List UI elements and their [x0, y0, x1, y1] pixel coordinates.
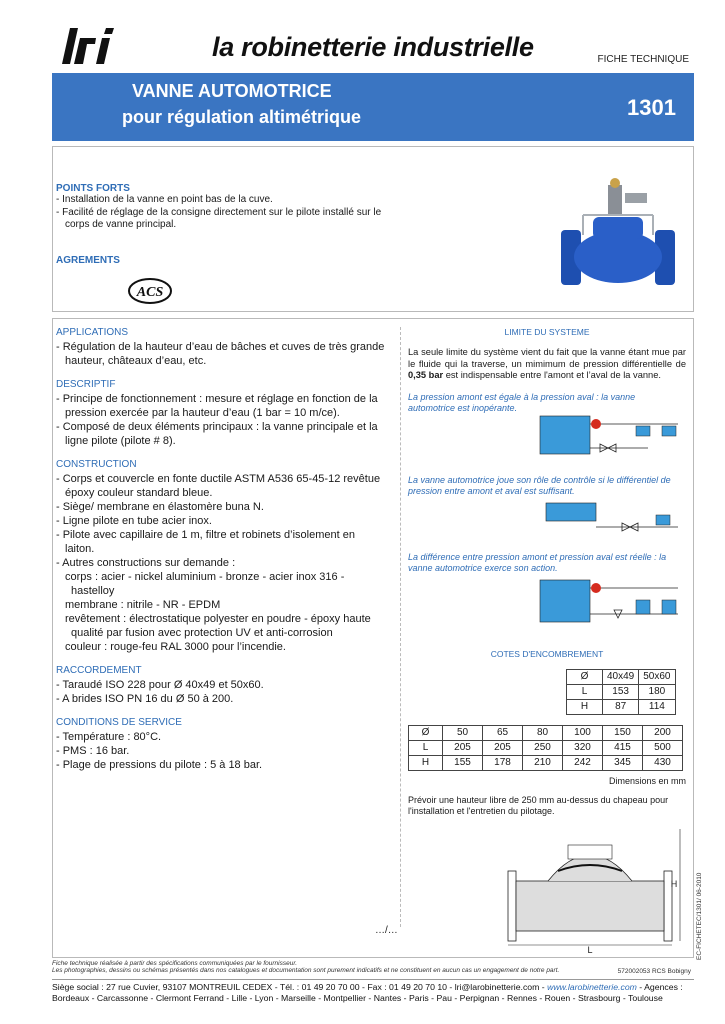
case1-diagram: [408, 414, 686, 464]
acs-logo-text: ACS: [136, 285, 164, 300]
table-cell: 205: [483, 740, 523, 755]
table-cell: 200: [643, 725, 683, 740]
descriptif-item: - Principe de fonctionnement : mesure et réglage en fonction de la pression exercée par la hauteur d’eau (1 bar = 10 m/ce).: [56, 393, 378, 419]
descriptif-section: [56, 379, 386, 448]
descriptif-title: DESCRIPTIF: [56, 379, 116, 390]
product-code: 1301: [627, 95, 676, 120]
agencies-line: Bordeaux - Carcassonne - Clermont Ferrand - Lille - Lyon - Marseille - Montpellier - Nantes - Paris - Pau - Perpignan - Rennes - Rouen - Strasbourg - Toulouse: [52, 993, 663, 1003]
product-title: VANNE AUTOMOTRICE: [132, 81, 332, 101]
limite-bold: 0,35 bar: [408, 370, 444, 380]
construction-sub: couleur : rouge-feu RAL 3000 pour l’incendie.: [65, 641, 286, 653]
table-cell: 210: [523, 755, 563, 770]
highlights-box: [52, 146, 694, 312]
table-cell: H: [409, 755, 443, 770]
table-cell: 345: [603, 755, 643, 770]
limite-text: [408, 347, 686, 382]
case1-text: La pression amont est égale à la pression aval : la vanne automotrice est inopérante.: [408, 391, 636, 413]
table-cell: 180: [639, 684, 675, 699]
website-link[interactable]: www.larobinetterie.com: [547, 982, 637, 992]
applications-title: APPLICATIONS: [56, 327, 129, 338]
conditions-section: [56, 717, 386, 772]
construction-item: - Siège/ membrane en élastomère buna N.: [56, 501, 264, 513]
raccordement-item: - A brides ISO PN 16 du Ø 50 à 200.: [56, 693, 234, 705]
table-row: [567, 684, 676, 699]
points-forts-item: - Installation de la vanne en point bas de la cuve.: [56, 194, 273, 205]
descriptif-item: - Composé de deux éléments principaux : la vanne principale et la ligne pilote (pilote # 8).: [56, 421, 378, 447]
raccordement-title: RACCORDEMENT: [56, 665, 142, 676]
table-cell: 80: [523, 725, 563, 740]
construction-item: - Autres constructions sur demande :: [56, 557, 236, 569]
table-cell: H: [567, 699, 603, 714]
raccordement-section: [56, 665, 386, 706]
construction-title: CONSTRUCTION: [56, 459, 137, 470]
drawing-l-label: L: [587, 945, 593, 953]
table-cell: 50: [443, 725, 483, 740]
dimensions-unit: Dimensions en mm: [608, 775, 686, 786]
acs-logo: [127, 277, 173, 305]
applications-section: [56, 327, 386, 368]
table-cell: 415: [603, 740, 643, 755]
conditions-title: CONDITIONS DE SERVICE: [56, 717, 182, 728]
limite-text-b: est indispensable entre l'amont et l’aval de la vanne.: [443, 370, 661, 380]
small-dimension-table: [566, 669, 676, 715]
table-cell: 430: [643, 755, 683, 770]
table-cell: 500: [643, 740, 683, 755]
table-cell: 153: [603, 684, 639, 699]
table-cell: 50x60: [639, 669, 675, 684]
case2-diagram: [408, 497, 686, 541]
agences-label: - Agences :: [636, 982, 683, 992]
valve-drawing: [408, 823, 686, 953]
right-column: [408, 325, 686, 958]
left-column: [56, 327, 386, 783]
table-row: [567, 699, 676, 714]
table-cell: 320: [563, 740, 603, 755]
table-cell: L: [567, 684, 603, 699]
table-cell: 178: [483, 755, 523, 770]
document-reference: EC-FICHETEC/1301/ 06-2010: [696, 872, 703, 960]
applications-item: - Régulation de la hauteur d’eau de bâches et cuves de très grande hauteur, châteaux d’eau, etc.: [56, 341, 385, 367]
head-office-line: [52, 982, 694, 992]
construction-section: [56, 459, 386, 654]
brand-name: la robinetterie industrielle: [212, 32, 534, 62]
drawing-h-label: H: [670, 879, 678, 889]
raccordement-item: - Taraudé ISO 228 pour Ø 40x49 et 50x60.: [56, 679, 264, 691]
product-subtitle: pour régulation altimétrique: [122, 107, 362, 127]
points-forts: [56, 183, 456, 232]
construction-item: - Ligne pilote en tube acier inox.: [56, 515, 212, 527]
footer-note-2: Les photographies, dessins ou schémas présentés dans nos catalogues et documentation sont purement indicatifs et ne constituent en aucun cas un engagement de notre part.: [52, 967, 560, 974]
table-row: [409, 725, 683, 740]
table-cell: 150: [603, 725, 643, 740]
construction-item: - Pilote avec capillaire de 1 m, filtre et robinets d’isolement en laiton.: [56, 529, 355, 555]
title-banner: [52, 73, 694, 141]
table-cell: 114: [639, 699, 675, 714]
construction-item: - Corps et couvercle en fonte ductile ASTM A536 65-45-12 revêtue époxy couleur standard bleue.: [56, 473, 381, 499]
table-row: [409, 740, 683, 755]
table-cell: 205: [443, 740, 483, 755]
table-cell: 155: [443, 755, 483, 770]
limite-text-a: La seule limite du système vient du fait que la vanne étant mue par le fluide qui la traverse, un mimimum de pression différentielle de: [408, 347, 686, 369]
rcs-number: 572002053 RCS Bobigny: [617, 968, 691, 975]
cotes-title: COTES D'ENCOMBREMENT: [490, 648, 604, 659]
table-cell: Ø: [567, 669, 603, 684]
siege-text: Siège social : 27 rue Cuvier, 93107 MONTREUIL CEDEX - Tél. : 01 49 20 70 00 - Fax : 01 49 20 70 10 - lri@larobinetterie.com -: [52, 982, 548, 992]
clearance-note: Prévoir une hauteur libre de 250 mm au-dessus du chapeau pour l'installation et l'entretien du pilotage.: [408, 795, 669, 816]
column-divider: [400, 327, 401, 927]
points-forts-title: POINTS FORTS: [56, 183, 130, 194]
lri-logo: [56, 26, 116, 66]
construction-sub: membrane : nitrile - NR - EPDM: [65, 599, 221, 611]
continued-mark: …/…: [375, 925, 398, 936]
table-cell: 65: [483, 725, 523, 740]
case3-text: La différence entre pression amont et pression aval est réelle : la vanne automotrice exerce son action.: [408, 551, 667, 573]
footer-note-1: Fiche technique réalisée à partir des spécifications communiquées par le fournisseur.: [52, 960, 298, 967]
case3-diagram: [408, 574, 686, 634]
points-forts-item: - Facilité de réglage de la consigne directement sur le pilote installé sur le corps de vanne principal.: [56, 206, 382, 230]
conditions-item: - Plage de pressions du pilote : 5 à 18 bar.: [56, 759, 263, 771]
table-cell: 100: [563, 725, 603, 740]
table-cell: L: [409, 740, 443, 755]
big-dimension-table: [408, 725, 683, 771]
construction-sub: revêtement : électrostatique polyester en poudre - époxy haute qualité par fusion avec protection UV et anti-corrosion: [65, 613, 371, 639]
construction-sub: corps : acier - nickel aluminium - bronze - acier inox 316 - hastelloy: [65, 571, 345, 597]
case2-text: La vanne automotrice joue son rôle de contrôle si le différentiel de pression entre amont et aval est suffisant.: [408, 474, 671, 496]
limite-title: LIMITE DU SYSTEME: [504, 327, 590, 337]
valve-photo: [553, 175, 683, 295]
table-row: [409, 755, 683, 770]
table-cell: Ø: [409, 725, 443, 740]
agrements-title: AGREMENTS: [56, 255, 120, 266]
table-cell: 40x49: [603, 669, 639, 684]
conditions-item: - PMS : 16 bar.: [56, 745, 130, 757]
table-cell: 242: [563, 755, 603, 770]
footer-disclaimer: [52, 960, 559, 974]
details-box: [52, 318, 694, 958]
fiche-technique-label: FICHE TECHNIQUE: [597, 54, 689, 65]
table-cell: 250: [523, 740, 563, 755]
footer-separator: [52, 979, 694, 980]
table-row: [567, 669, 676, 684]
conditions-item: - Température : 80°C.: [56, 731, 162, 743]
table-cell: 87: [603, 699, 639, 714]
